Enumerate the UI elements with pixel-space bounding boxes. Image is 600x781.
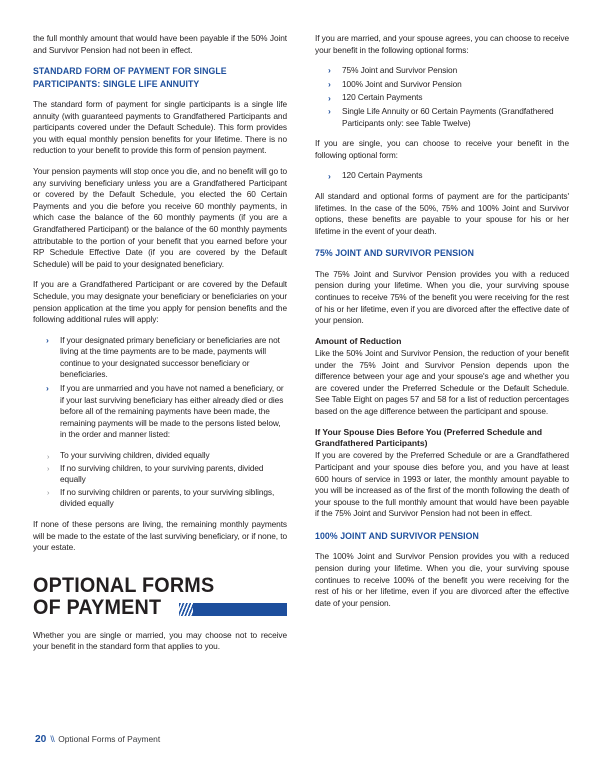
paragraph-spouse-dies-before-you: If you are covered by the Preferred Schedule or are a Grandfathered Participant and your spouse dies before you, and you have at least 600 hours of service in 1993 or later, the monthly amount payable to you will be increased as of the first of the month following the death of your spouse to the full monthly amount that would have been payable if the 75% Joint and Survivor Pension had not been in effect. <box>315 450 569 519</box>
list-item-label: 120 Certain Payments <box>342 92 423 103</box>
footer-separator-icon: \\ <box>50 734 55 744</box>
paragraph-standard-form-2: Your pension payments will stop once you die, and no benefit will go to any surviving beneficiary unless you are a Grandfathered Participant or covered by the Default Schedule, you elected the 60 Certain Payments and you die before you receive 60 monthly payments, in which case the balance of the 60 monthly payments (if you are a Grandfathered Participant) or the balance of the 60 monthly payments attributable to the portion of your benefit that you earned before your RP Schedule Effective Date (if you are covered by the Default Schedule) will be paid to your designated beneficiary. <box>33 165 287 269</box>
paragraph-married-intro: If you are married, and your spouse agrees, you can choose to receive your benefit in the following optional forms: <box>315 33 569 55</box>
list-item <box>46 383 287 441</box>
chevron-right-icon: › <box>47 464 50 474</box>
paragraph-estate: If none of these persons are living, the remaining monthly payments will be made to the estate of the last surviving beneficiary, or if none, to your estate. <box>33 519 287 553</box>
page-number: 20 <box>35 734 47 745</box>
chevron-right-icon: › <box>46 383 49 394</box>
display-heading-optional-forms <box>33 574 287 619</box>
chevron-right-icon: › <box>47 488 50 498</box>
list-item-label: To your surviving children, divided equally <box>60 450 210 461</box>
paragraph-standard-form-1: The standard form of payment for single participants is a single life annuity (with guaranteed payments to Grandfathered Participants and participants covered under the Default Schedule). This form provides you with equal monthly pension benefits for your lifetime. There is no reduction to your benefit to provide this form of pension payment. <box>33 99 287 156</box>
list-item-label: If no surviving children, to your surviving parents, divided equally <box>60 462 264 485</box>
list-item <box>47 487 287 510</box>
list-item <box>47 450 287 462</box>
decorative-rule <box>179 603 287 616</box>
chevron-right-icon: › <box>328 92 331 103</box>
list-item <box>328 79 569 91</box>
list-item-label: If your designated primary beneficiary or beneficiaries are not living at the time payments are to be made, payments will continue to your designated successor beneficiary or beneficiaries. <box>60 334 280 380</box>
page-footer <box>35 734 160 745</box>
paragraph-all-forms: All standard and optional forms of payment are for the participants' lifetimes. In the case of the 50%, 75% and 100% Joint and Survivor options, these benefits are payable to your spouse for his or her lifetime in the event of your death. <box>315 190 569 236</box>
list-item <box>328 170 569 182</box>
list-item <box>46 335 287 381</box>
chevron-right-icon: › <box>328 78 331 89</box>
married-options-list <box>315 65 569 129</box>
list-item <box>328 92 569 104</box>
list-item-label: If no surviving children or parents, to your surviving siblings, divided equally <box>60 486 275 509</box>
list-item-label: If you are unmarried and you have not named a beneficiary, or if your last surviving beneficiary has either already died or dies before all of the remaining payments have been made, the remaining payments will be made to the persons listed below, in the order and manner listed: <box>60 383 284 440</box>
heading-100-joint-survivor-pension: 100% JOINT AND SURVIVOR PENSION <box>315 531 479 542</box>
list-item-label: Single Life Annuity or 60 Certain Payments (Grandfathered Participants only: see Table Twelve) <box>342 105 554 128</box>
list-item <box>328 106 569 129</box>
display-heading-line-1: OPTIONAL FORMS <box>33 572 215 597</box>
continued-paragraph: the full monthly amount that would have been payable if the 50% Joint and Survivor Pension had not been in effect. <box>33 33 287 55</box>
left-column <box>33 33 287 662</box>
solid-rule-bar <box>193 603 287 616</box>
chevron-right-icon: › <box>47 451 50 461</box>
chevron-right-icon: › <box>328 106 331 117</box>
display-heading-line-2-row <box>33 596 287 619</box>
display-heading-line-2: OF PAYMENT <box>33 595 162 620</box>
list-item-label: 120 Certain Payments <box>342 170 423 181</box>
list-item <box>47 463 287 486</box>
list-item <box>328 65 569 77</box>
beneficiary-rules-list <box>33 335 287 441</box>
list-item-label: 100% Joint and Survivor Pension <box>342 78 462 89</box>
heading-75-joint-survivor-pension: 75% JOINT AND SURVIVOR PENSION <box>315 248 474 259</box>
subheading-amount-of-reduction: Amount of Reduction <box>315 335 402 346</box>
chevron-right-icon: › <box>328 65 331 76</box>
paragraph-standard-form-3: If you are a Grandfathered Participant or are covered by the Default Schedule, you may designate your beneficiary or beneficiaries on your pension application at the time you apply for pension benefits and the following additional rules will apply: <box>33 279 287 325</box>
paragraph-75-intro: The 75% Joint and Survivor Pension provides you with a reduced pension during your lifetime. When you die, your surviving spouse continues to receive 75% of the benefit you were receiving for the rest of his or her lifetime, even if you are divorced after the effective date of your pension. <box>315 268 569 326</box>
paragraph-amount-of-reduction: Like the 50% Joint and Survivor Pension, the reduction of your benefit under the 75% Joint and Survivor Pension depends upon the difference between your age and your spouse's age and whether you are covered under the Preferred Schedule or the Default Schedule. See Table Eight on pages 57 and 58 for a list of reduction percentages based on the age difference between the participant and spouse. <box>315 348 569 417</box>
two-column-body <box>33 33 570 662</box>
right-column <box>315 33 569 662</box>
chevron-right-icon: › <box>328 170 331 181</box>
footer-section-title: Optional Forms of Payment <box>58 734 161 744</box>
beneficiary-order-sublist <box>33 450 287 510</box>
heading-standard-form-single-participants: STANDARD FORM OF PAYMENT FOR SINGLE PARTICIPANTS: SINGLE LIFE ANNUITY <box>33 66 227 89</box>
paragraph-100-intro: The 100% Joint and Survivor Pension provides you with a reduced pension during your lifetime. When you die, your surviving spouse continues to receive 100% of the benefit you were receiving for the rest of his or her lifetime, even if you are divorced after the effective date of your pension. <box>315 551 569 608</box>
subheading-if-spouse-dies-before-you: If Your Spouse Dies Before You (Preferred Schedule and Grandfathered Participants) <box>315 426 543 449</box>
paragraph-optional-intro: Whether you are single or married, you may choose not to receive your benefit in the standard form that applies to you. <box>33 629 287 652</box>
list-item-label: 75% Joint and Survivor Pension <box>342 65 458 76</box>
paragraph-single-intro: If you are single, you can choose to receive your benefit in the following optional form: <box>315 138 569 160</box>
single-options-list <box>315 170 569 182</box>
diagonal-stripes-icon <box>179 603 193 616</box>
chevron-right-icon: › <box>46 334 49 345</box>
